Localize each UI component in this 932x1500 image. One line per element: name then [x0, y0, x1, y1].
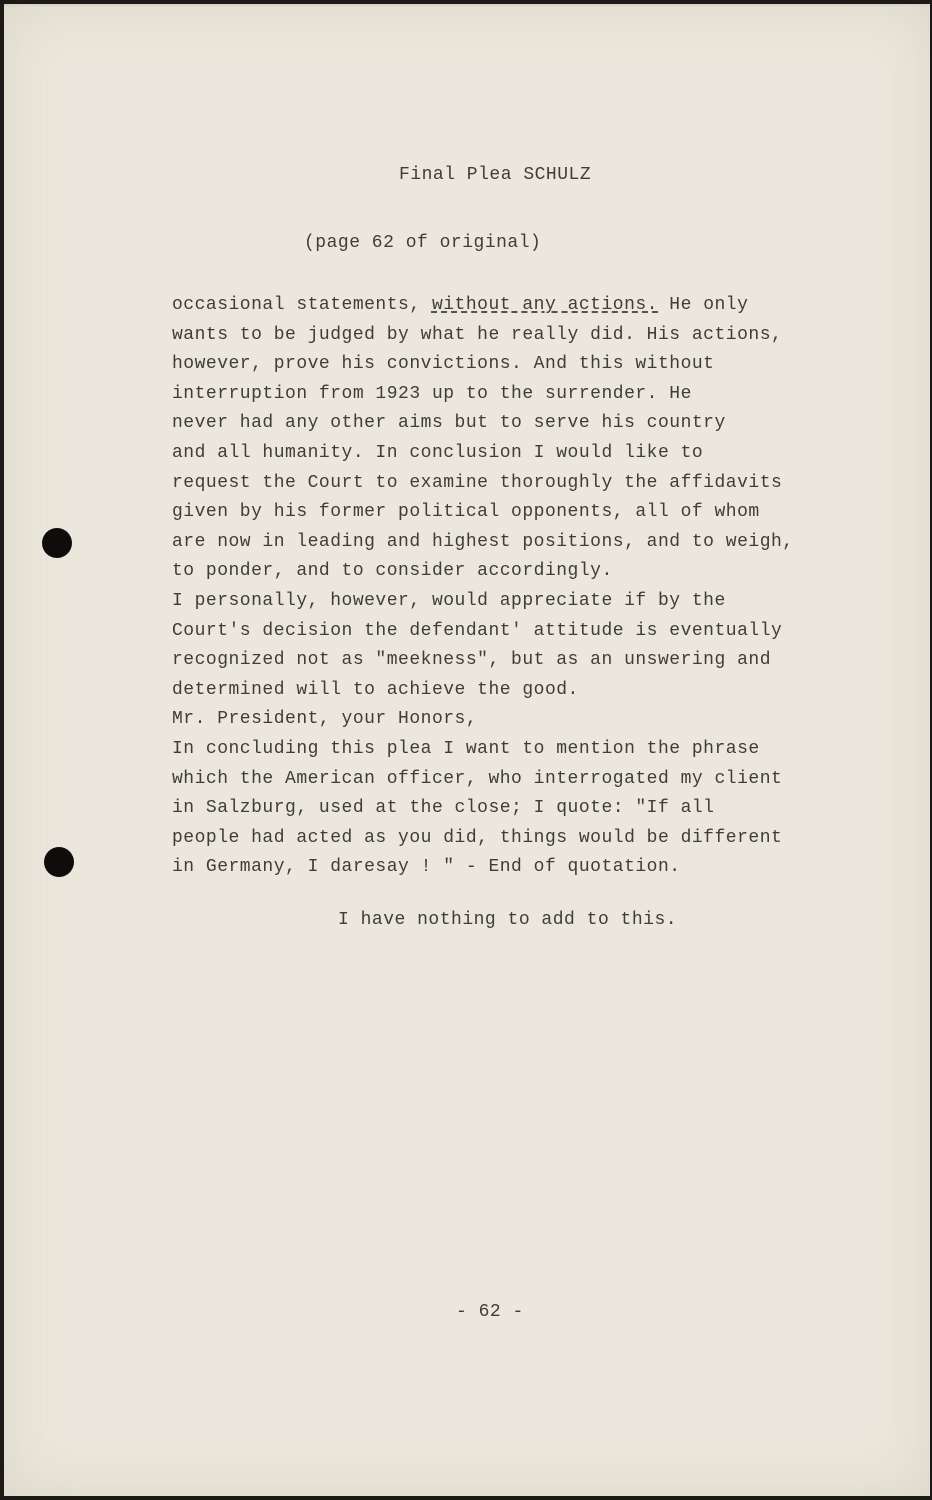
body-line: never had any other aims but to serve his country: [172, 413, 726, 434]
body-line: In concluding this plea I want to mention the phrase: [172, 738, 760, 759]
body-line: occasional statements, without any actions. He only: [172, 295, 749, 315]
body-line: are now in leading and highest positions, and to weigh,: [172, 531, 794, 552]
body-line: recognized not as "meekness", but as an unswering and: [172, 650, 771, 671]
paper-edge: [4, 4, 930, 6]
body-line: interruption from 1923 up to the surrender. He: [172, 383, 692, 404]
document-subheading: (page 62 of original): [304, 233, 542, 253]
page-number: - 62 -: [456, 1302, 524, 1322]
punch-hole-upper: [42, 528, 72, 558]
body-line: wants to be judged by what he really did. His actions,: [172, 324, 783, 345]
body-line: Court's decision the defendant' attitude is eventually: [172, 620, 783, 641]
body-line: however, prove his convictions. And this without: [172, 354, 715, 375]
body-line: request the Court to examine thoroughly the affidavits: [172, 472, 783, 493]
body-line: determined will to achieve the good.: [172, 679, 579, 700]
plea-body-text: [172, 291, 794, 883]
body-line: given by his former political opponents, all of whom: [172, 502, 760, 523]
body-line: Mr. President, your Honors,: [172, 709, 478, 730]
closing-statement: I have nothing to add to this.: [338, 910, 678, 930]
body-line: to ponder, and to consider accordingly.: [172, 561, 613, 582]
body-line: in Salzburg, used at the close; I quote: "If all: [172, 798, 715, 819]
body-line: in Germany, I daresay ! " - End of quotation.: [172, 857, 681, 878]
body-line: people had acted as you did, things would be different: [172, 827, 783, 848]
body-line: which the American officer, who interrogated my client: [172, 768, 783, 789]
document-page: [4, 4, 930, 1496]
body-line: I personally, however, would appreciate if by the: [172, 590, 726, 611]
document-heading: Final Plea SCHULZ: [399, 165, 592, 185]
body-line: and all humanity. In conclusion I would like to: [172, 442, 704, 463]
underlined-phrase: without any actions.: [431, 295, 658, 315]
punch-hole-lower: [44, 847, 74, 877]
